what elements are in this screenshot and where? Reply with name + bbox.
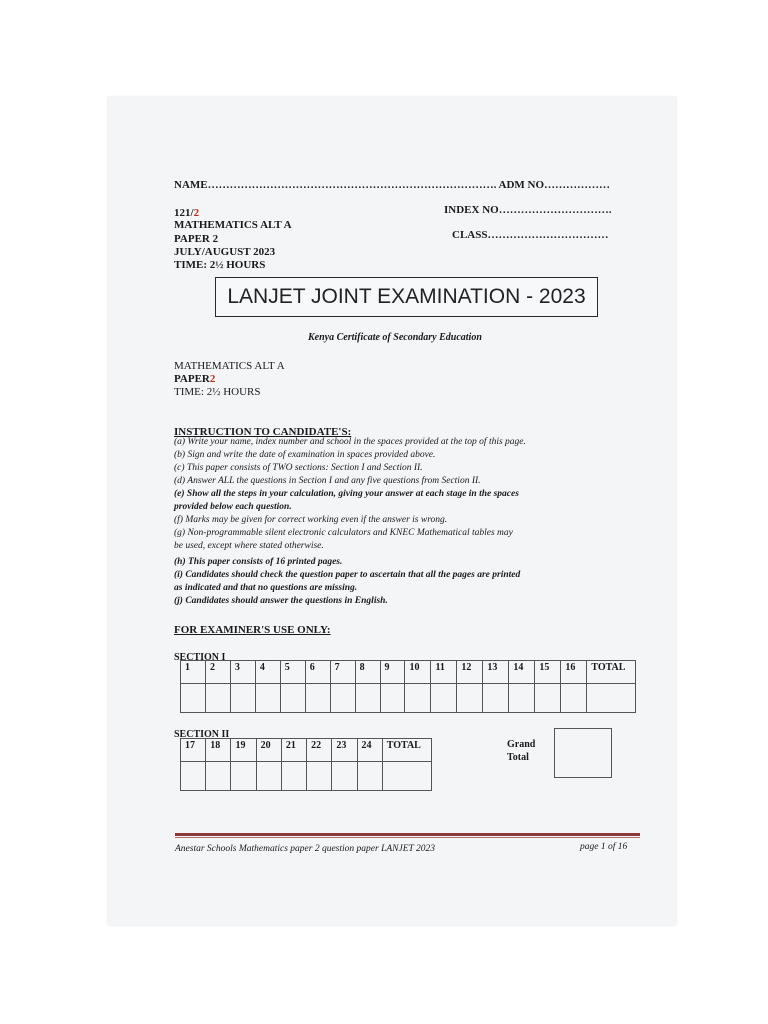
column-header-cell: 24 bbox=[357, 739, 382, 762]
score-cell[interactable] bbox=[382, 762, 431, 791]
instruction-item: (j) Candidates should answer the questions in English. bbox=[174, 596, 388, 606]
instruction-item: (i) Candidates should check the question paper to ascertain that all the pages are printed bbox=[174, 570, 521, 580]
instruction-item: (e) Show all the steps in your calculation, giving your answer at each stage in the spaces bbox=[174, 489, 519, 499]
column-header-cell: 8 bbox=[355, 661, 380, 684]
column-header-cell: 16 bbox=[561, 661, 587, 684]
section-one-score-row bbox=[181, 684, 636, 713]
column-header-cell: 9 bbox=[380, 661, 405, 684]
score-cell[interactable] bbox=[305, 684, 330, 713]
column-header-cell: 23 bbox=[332, 739, 357, 762]
examiner-heading: FOR EXAMINER'S USE ONLY: bbox=[174, 624, 331, 636]
column-header-cell: TOTAL bbox=[587, 661, 636, 684]
block-paper-label: PAPER bbox=[174, 373, 210, 385]
score-cell[interactable] bbox=[181, 762, 206, 791]
column-header-cell: 15 bbox=[535, 661, 561, 684]
score-cell[interactable] bbox=[280, 684, 305, 713]
grand-total-box bbox=[554, 728, 612, 778]
column-header-cell: TOTAL bbox=[382, 739, 431, 762]
paper-code bbox=[174, 207, 199, 219]
instruction-item: (a) Write your name, index number and school in the spaces provided at the top of this page. bbox=[174, 437, 526, 447]
score-cell[interactable] bbox=[380, 684, 405, 713]
score-cell[interactable] bbox=[561, 684, 587, 713]
section-two-header-row bbox=[181, 739, 432, 762]
column-header-cell: 17 bbox=[181, 739, 206, 762]
score-cell[interactable] bbox=[307, 762, 332, 791]
name-line: NAME……………………………………………………………………. ADM NO……………… bbox=[174, 179, 611, 191]
instruction-item: (d) Answer ALL the questions in Section I and any five questions from Section II. bbox=[174, 476, 481, 486]
exam-time: TIME: 2½ HOURS bbox=[174, 259, 266, 271]
instruction-item: provided below each question. bbox=[174, 502, 292, 512]
score-cell[interactable] bbox=[355, 684, 380, 713]
score-cell[interactable] bbox=[206, 762, 231, 791]
class-line: CLASS…………………………… bbox=[452, 229, 609, 241]
paper-number: PAPER 2 bbox=[174, 233, 219, 245]
instruction-item: (b) Sign and write the date of examination in spaces provided above. bbox=[174, 450, 436, 460]
score-cell[interactable] bbox=[509, 684, 535, 713]
column-header-cell: 5 bbox=[280, 661, 305, 684]
column-header-cell: 21 bbox=[281, 739, 306, 762]
block-time: TIME: 2½ HOURS bbox=[174, 386, 261, 398]
score-cell[interactable] bbox=[535, 684, 561, 713]
section-two-score-row bbox=[181, 762, 432, 791]
column-header-cell: 3 bbox=[230, 661, 255, 684]
column-header-cell: 11 bbox=[431, 661, 457, 684]
score-cell[interactable] bbox=[281, 762, 306, 791]
exam-title-banner: LANJET JOINT EXAMINATION - 2023 bbox=[215, 277, 598, 317]
score-cell[interactable] bbox=[332, 762, 357, 791]
block-subject: MATHEMATICS ALT A bbox=[174, 360, 285, 372]
column-header-cell: 19 bbox=[231, 739, 256, 762]
subject-title: MATHEMATICS ALT A bbox=[174, 219, 292, 231]
instructions-heading: INSTRUCTION TO CANDIDATE'S: bbox=[174, 426, 352, 438]
score-cell[interactable] bbox=[205, 684, 230, 713]
score-cell[interactable] bbox=[330, 684, 355, 713]
column-header-cell: 7 bbox=[330, 661, 355, 684]
score-cell[interactable] bbox=[483, 684, 509, 713]
column-header-cell: 20 bbox=[256, 739, 281, 762]
section-one-header-row bbox=[181, 661, 636, 684]
column-header-cell: 10 bbox=[405, 661, 431, 684]
score-cell[interactable] bbox=[587, 684, 636, 713]
block-paper-mark: 2 bbox=[209, 373, 216, 385]
score-cell[interactable] bbox=[231, 762, 256, 791]
exam-paper-sheet bbox=[108, 97, 676, 925]
column-header-cell: 6 bbox=[305, 661, 330, 684]
column-header-cell: 22 bbox=[307, 739, 332, 762]
score-cell[interactable] bbox=[405, 684, 431, 713]
score-cell[interactable] bbox=[230, 684, 255, 713]
exam-subtitle: Kenya Certificate of Secondary Education bbox=[308, 332, 482, 343]
score-cell[interactable] bbox=[256, 762, 281, 791]
section-one-marks-table bbox=[180, 660, 636, 713]
instruction-item: be used, except where stated otherwise. bbox=[174, 541, 324, 551]
index-number-line: INDEX NO…………………………. bbox=[444, 204, 612, 216]
footer-rule-thin bbox=[175, 837, 640, 838]
grand-total-label: Grand Total bbox=[507, 739, 536, 763]
column-header-cell: 2 bbox=[205, 661, 230, 684]
footer-rule bbox=[175, 833, 640, 836]
instruction-item: as indicated and that no questions are missing. bbox=[174, 583, 358, 593]
exam-date: JULY/AUGUST 2023 bbox=[174, 246, 276, 258]
paper-code-number: 121/ bbox=[174, 207, 194, 219]
column-header-cell: 4 bbox=[255, 661, 280, 684]
footer-page-number: page 1 of 16 bbox=[580, 842, 628, 852]
score-cell[interactable] bbox=[357, 762, 382, 791]
instruction-item: (g) Non-programmable silent electronic calculators and KNEC Mathematical tables may bbox=[174, 528, 513, 538]
score-cell[interactable] bbox=[431, 684, 457, 713]
instruction-item: (f) Marks may be given for correct working even if the answer is wrong. bbox=[174, 515, 448, 525]
score-cell[interactable] bbox=[255, 684, 280, 713]
section-one-label: SECTION I bbox=[174, 652, 226, 663]
score-cell[interactable] bbox=[181, 684, 206, 713]
column-header-cell: 14 bbox=[509, 661, 535, 684]
score-cell[interactable] bbox=[457, 684, 483, 713]
column-header-cell: 13 bbox=[483, 661, 509, 684]
section-two-marks-table bbox=[180, 738, 432, 791]
column-header-cell: 12 bbox=[457, 661, 483, 684]
column-header-cell: 18 bbox=[206, 739, 231, 762]
column-header-cell: 1 bbox=[181, 661, 206, 684]
paper-code-mark: 2 bbox=[193, 207, 200, 219]
instruction-item: (c) This paper consists of TWO sections: Section I and Section II. bbox=[174, 463, 423, 473]
block-paper bbox=[174, 373, 215, 385]
section-two-label: SECTION II bbox=[174, 729, 230, 740]
footer-left-text: Anestar Schools Mathematics paper 2 question paper LANJET 2023 bbox=[175, 844, 436, 854]
instruction-item: (h) This paper consists of 16 printed pages. bbox=[174, 557, 343, 567]
